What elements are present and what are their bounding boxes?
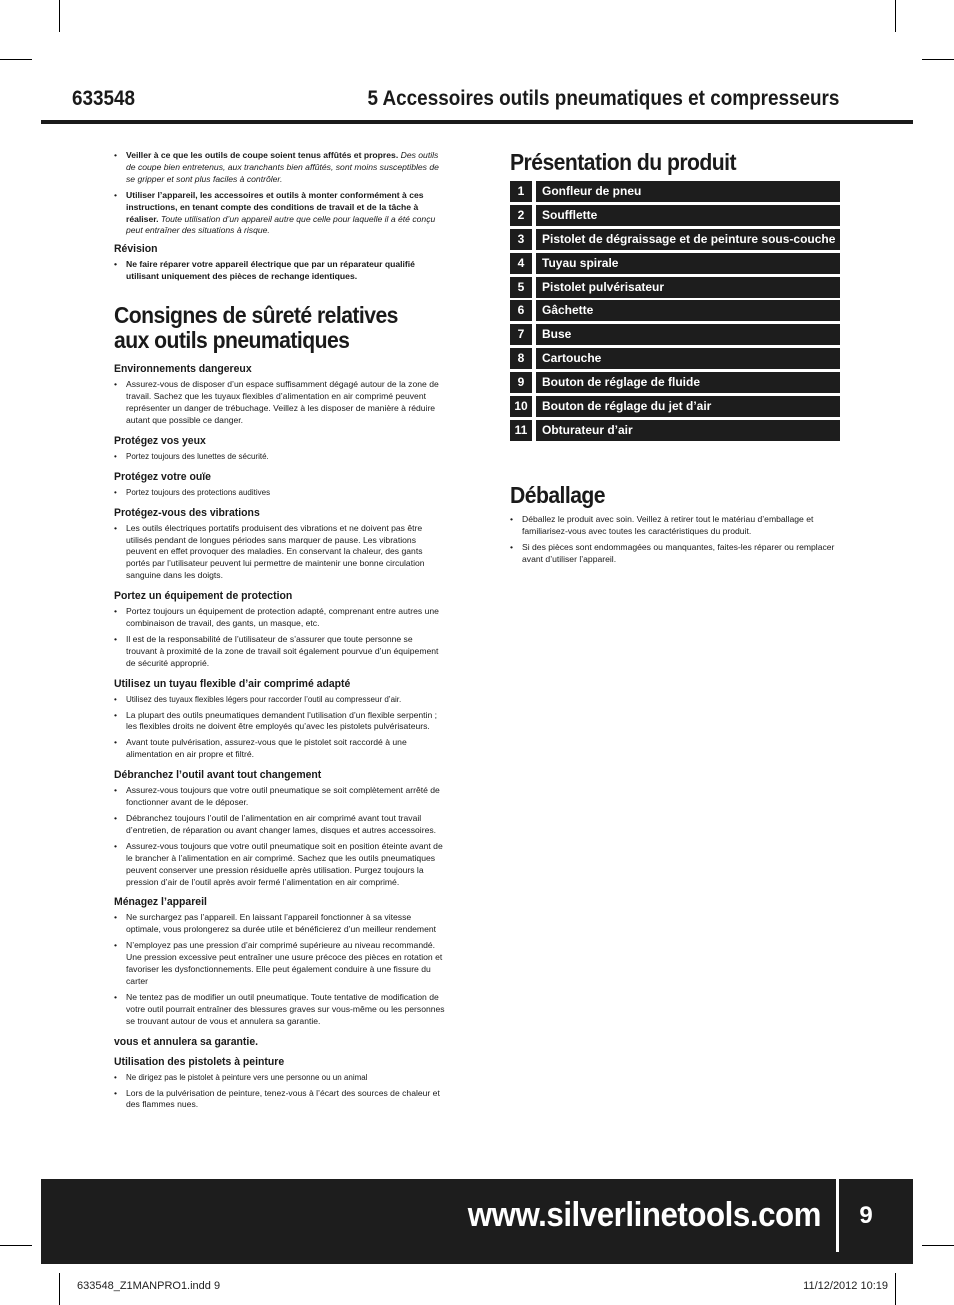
- group-heading: Protégez-vous des vibrations: [114, 506, 260, 519]
- slug-filename: 633548_Z1MANPRO1.indd 9: [77, 1280, 221, 1292]
- list-item: • Assurez-vous toujours que votre outil pneumatique se soit complètement arrêté de fonctionner avant de le déposer.: [114, 785, 446, 809]
- list-item: • Ne faire réparer votre appareil électrique que par un réparateur qualifié utilisant uniquement des pièces de rechange identiques.: [114, 259, 446, 283]
- list-item: • Si des pièces sont endommagées ou manquantes, faites-les réparer ou remplacer avant d’utiliser l’appareil.: [510, 542, 840, 566]
- group-heading: Protégez votre ouïe: [114, 470, 211, 483]
- list-item: • Lors de la pulvérisation de peinture, tenez-vous à l’écart des sources de chaleur et des flammes nues.: [114, 1088, 446, 1112]
- list-item: [114, 190, 446, 238]
- group-heading: Protégez vos yeux: [114, 434, 206, 447]
- group-heading: Utilisation des pistolets à peinture: [114, 1055, 285, 1068]
- list-item: • Assurez-vous de disposer d’un espace suffisamment dégagé autour de la zone de travail. Sachez que les tuyaux flexibles d’alimentation en air comprimé peuvent représenter un danger de trébuchage. Veillez à les disposer de manière à réduire autant que possible ce danger.: [114, 379, 446, 427]
- section-title-unpacking: Déballage: [510, 481, 606, 508]
- group-heading: Environnements dangereux: [114, 363, 252, 376]
- part-number: 4: [510, 253, 532, 274]
- section-title-presentation: Présentation du produit: [510, 149, 736, 175]
- group-heading: vous et annulera sa garantie.: [114, 1035, 259, 1048]
- crop-mark: [0, 59, 32, 60]
- part-label: Pistolet pulvérisateur: [536, 277, 840, 298]
- group-heading: Utilisez un tuyau flexible d’air comprimé adapté: [114, 677, 351, 690]
- list-item: • La plupart des outils pneumatiques demandent l’utilisation d’un flexible serpentin ; les flexibles droits ne doivent être employés qu’avec les pistolets pulvérisateurs.: [114, 710, 446, 734]
- crop-mark: [922, 1245, 954, 1246]
- list-item: • Utilisez des tuyaux flexibles légers pour raccorder l’outil au compresseur d’air.: [114, 694, 446, 706]
- list-item: • Déballez le produit avec soin. Veillez à retirer tout le matériau d’emballage et familiarisez-vous avec toutes les caractéristiques du produit.: [510, 514, 840, 538]
- crop-mark: [895, 0, 896, 32]
- product-code: 633548: [72, 87, 136, 110]
- crop-mark: [59, 1273, 60, 1305]
- part-label: Pistolet de dégraissage et de peinture sous-couche: [536, 229, 840, 250]
- slug-datetime: 11/12/2012 10:19: [803, 1280, 888, 1292]
- left-column: [114, 150, 446, 1115]
- part-row: [510, 253, 840, 274]
- part-number: 6: [510, 300, 532, 321]
- list-item: [114, 150, 446, 186]
- part-number: 10: [510, 396, 532, 417]
- bullet-bold: Veiller à ce que les outils de coupe soient tenus affûtés et propres.: [126, 150, 399, 160]
- part-number: 7: [510, 324, 532, 345]
- crop-mark: [895, 1273, 896, 1305]
- list-item: • Ne surchargez pas l’appareil. En laissant l’appareil fonctionner à sa vitesse optimale, vous prolongerez sa durée utile et bénéficierez d’un meilleur rendement: [114, 912, 446, 936]
- crop-mark: [922, 59, 954, 60]
- part-row: [510, 300, 840, 321]
- part-row: [510, 181, 840, 202]
- part-row: [510, 205, 840, 226]
- part-label: Bouton de réglage de fluide: [536, 372, 840, 393]
- list-item: • Portez toujours un équipement de protection adapté, comprenant entre autres une combinaison de travail, des gants, un masque, etc.: [114, 606, 446, 630]
- page-title: 5 Accessoires outils pneumatiques et compresseurs: [367, 87, 839, 110]
- parts-list: [510, 181, 840, 441]
- part-number: 2: [510, 205, 532, 226]
- bullet-italic: Des outils de coupe bien entretenus, aux tranchants bien affûtés, sont moins susceptibles de se gripper et sont plus faciles à contrôler.: [126, 150, 439, 184]
- part-label: Cartouche: [536, 348, 840, 369]
- part-number: 1: [510, 181, 532, 202]
- part-row: [510, 372, 840, 393]
- list-item: • Débranchez toujours l’outil de l’alimentation en air comprimé avant tout travail d’entretien, de réparation ou avant changer lames, disques et autres accessoires.: [114, 813, 446, 837]
- part-row: [510, 348, 840, 369]
- bullet-bold: Utiliser l’appareil, les accessoires et outils à monter conformément à ces instructions, en tenant compte des conditions de travail et de la tâche à réaliser.: [126, 189, 424, 224]
- group-heading: Ménagez l’appareil: [114, 896, 207, 909]
- part-row: [510, 324, 840, 345]
- part-row: [510, 420, 840, 441]
- part-label: Gâchette: [536, 300, 840, 321]
- footer-url-link[interactable]: www.silverlinetools.com: [467, 1196, 821, 1234]
- page-number: 9: [859, 1202, 873, 1229]
- part-label: Soufflette: [536, 205, 840, 226]
- list-item: • Portez toujours des lunettes de sécurité.: [114, 451, 446, 463]
- part-row: [510, 229, 840, 250]
- group-heading: Portez un équipement de protection: [114, 590, 293, 603]
- section-title-safety: Consignes de sûreté relatives aux outils pneumatiques: [114, 302, 398, 354]
- list-item: • Ne dirigez pas le pistolet à peinture vers une personne ou un animal: [114, 1072, 446, 1084]
- part-label: Obturateur d’air: [536, 420, 840, 441]
- group-heading: Débranchez l’outil avant tout changement: [114, 769, 322, 782]
- crop-mark: [59, 0, 60, 32]
- part-row: [510, 396, 840, 417]
- part-number: 5: [510, 277, 532, 298]
- list-item: • Ne tentez pas de modifier un outil pneumatique. Toute tentative de modification de votre outil pourrait entraîner des blessures graves sur vous-même ou les personnes se trouvant autour de vous et annulera sa garantie.: [114, 992, 446, 1028]
- part-label: Buse: [536, 324, 840, 345]
- revision-heading: Révision: [114, 243, 158, 256]
- part-label: Bouton de réglage du jet d’air: [536, 396, 840, 417]
- list-item: • Il est de la responsabilité de l’utilisateur de s’assurer que toute personne se trouvant à proximité de la zone de travail soit également pourvue d’un équipement de sécurité approprié.: [114, 634, 446, 670]
- part-label: Tuyau spirale: [536, 253, 840, 274]
- list-item: • Les outils électriques portatifs produisent des vibrations et ne doivent pas être utilisés pendant de longues périodes sans marquer de pause. Les vibrations peuvent en effet provoquer des maladies. En conservant la chaleur, des gants portés par l’utilisateur peuvent lui permettre de maintenir une bonne circulation sanguine dans les doigts.: [114, 523, 446, 583]
- part-number: 11: [510, 420, 532, 441]
- crop-mark: [0, 1245, 32, 1246]
- bullet-italic: Toute utilisation d’un appareil autre que celle pour laquelle il a été conçu peut entraîner des situations à risque.: [126, 213, 436, 236]
- part-row: [510, 277, 840, 298]
- right-column: [510, 150, 840, 570]
- list-item: • Assurez-vous toujours que votre outil pneumatique soit en position éteinte avant de le brancher à l’alimentation en air comprimé. Sachez que les outils pneumatiques peuvent conserver une pression résiduelle après utilisation. Purgez toujours la pression d’air de l’outil après avoir fermé l’alimentation en air comprimé.: [114, 841, 446, 889]
- part-label: Gonfleur de pneu: [536, 181, 840, 202]
- list-item: • Portez toujours des protections auditives: [114, 487, 446, 499]
- part-number: 8: [510, 348, 532, 369]
- list-item: • N’employez pas une pression d’air comprimé supérieure au niveau recommandé. Une pression excessive peut entraîner une usure précoce des pièces en rotation et favoriser les dysfonctionnements. Elle peut également conduire à une fissure du carter: [114, 940, 446, 988]
- list-item: • Avant toute pulvérisation, assurez-vous que le pistolet soit raccordé à une alimentation en air propre et filtré.: [114, 737, 446, 761]
- part-number: 3: [510, 229, 532, 250]
- part-number: 9: [510, 372, 532, 393]
